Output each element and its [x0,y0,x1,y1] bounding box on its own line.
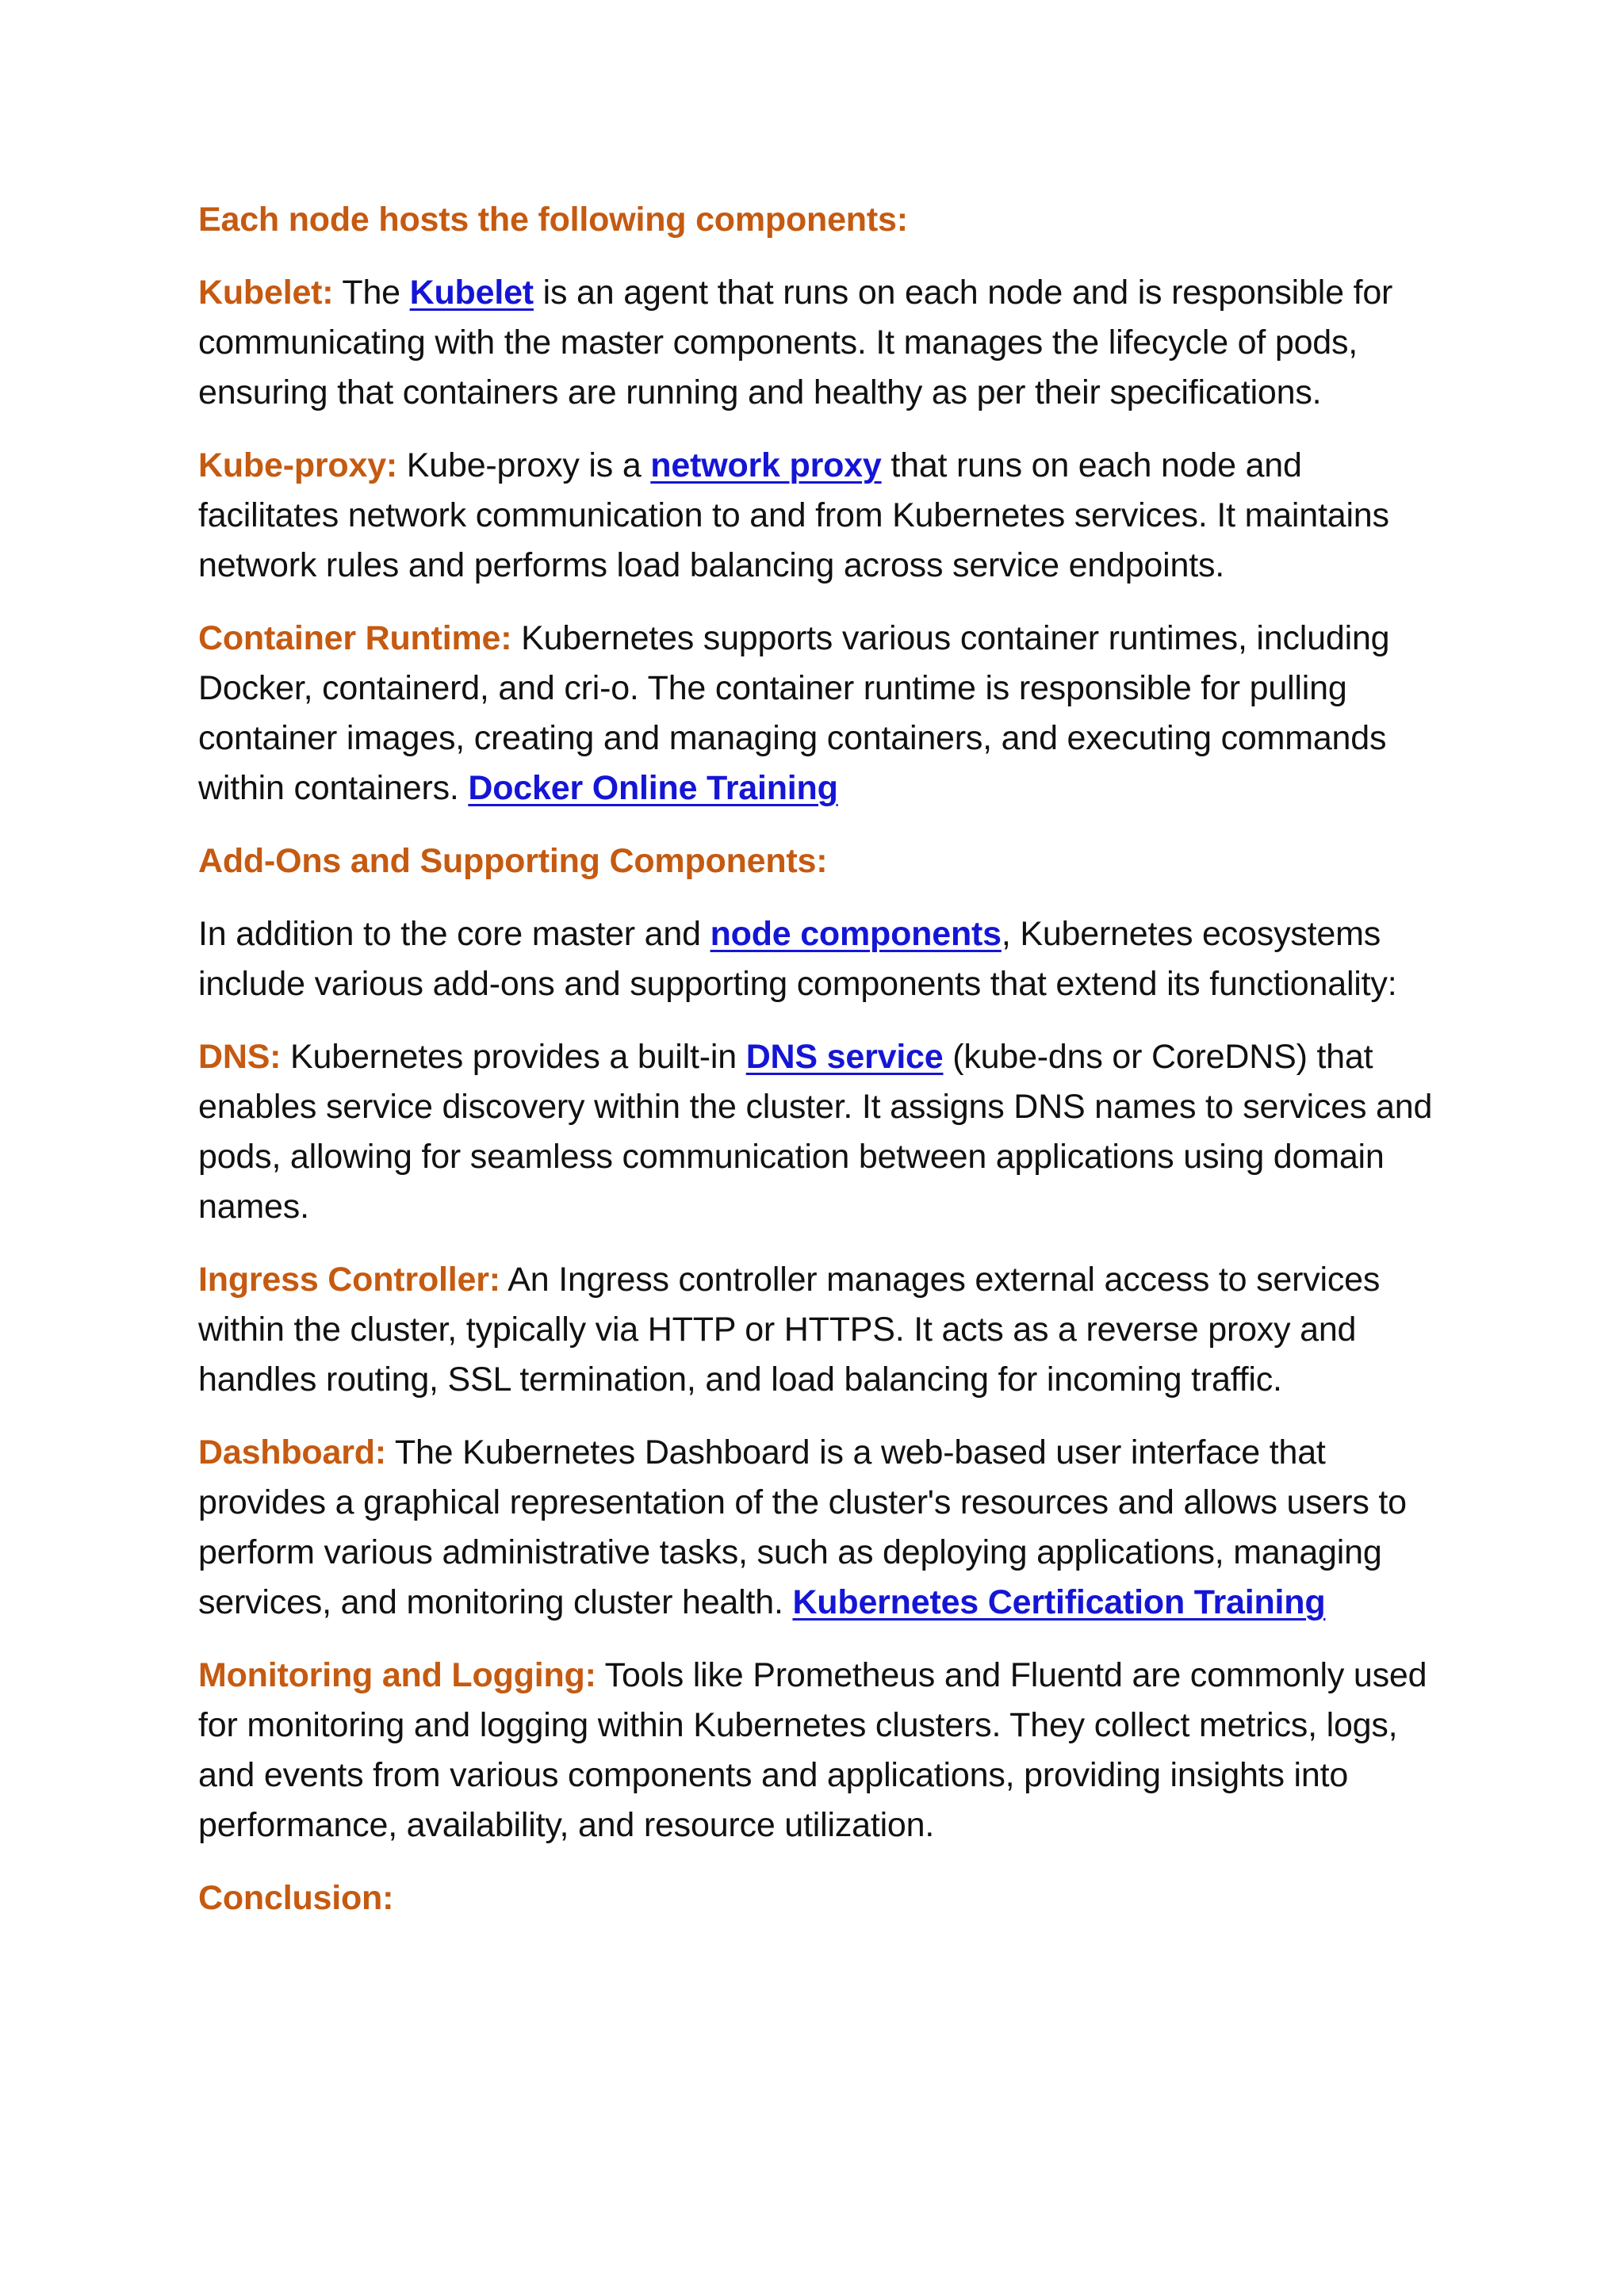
label-container-runtime: Container Runtime: [198,619,512,657]
heading-text: Conclusion: [198,1879,394,1917]
heading-text: Each node hosts the following components: [198,201,908,239]
label-kube-proxy: Kube-proxy: [198,446,398,484]
link-docker-online-training[interactable]: Docker Online Training [468,769,838,807]
text: Tools like Prometheus and Fluentd are commonly used for monitoring and logging within Kubernetes clusters. They collect metrics, logs, and events from various components and applications, providing insights into performance, availability, and resource utilization. [198,1656,1427,1844]
label-dashboard: Dashboard: [198,1433,386,1471]
document-page [198,195,1435,1946]
text: (kube-dns or CoreDNS) that enables service discovery within the cluster. It assigns DNS names to services and pods, allowing for seamless communication between applications using domain names. [198,1038,1433,1226]
heading-addons [198,836,1435,886]
text: is an agent that runs on each node and is responsible for communicating with the master components. It manages the lifecycle of pods, ensuring that containers are running and healthy as per their specifications. [198,274,1393,411]
paragraph-dashboard [198,1428,1435,1628]
text: , Kubernetes ecosystems include various add-ons and supporting components that extend its functionality: [198,915,1397,1003]
paragraph-monitoring [198,1651,1435,1850]
text: The [333,274,410,312]
text: Kube-proxy is a [397,446,651,484]
link-kubelet[interactable]: Kubelet [409,274,534,312]
link-kubernetes-certification-training[interactable]: Kubernetes Certification Training [792,1583,1326,1621]
paragraph-container-runtime [198,614,1435,813]
link-dns-service[interactable]: DNS service [745,1038,944,1076]
text: that runs on each node and facilitates network communication to and from Kubernetes services. It maintains network rules and performs load balancing across service endpoints. [198,446,1389,584]
paragraph-addons-intro [198,909,1435,1009]
text: In addition to the core master and [198,915,710,953]
text: Kubernetes supports various container runtimes, including Docker, containerd, and cri-o. The container runtime is responsible for pulling container images, creating and managing containers, and executing commands within containers. [198,619,1390,807]
link-node-components[interactable]: node components [710,915,1002,953]
paragraph-kubelet [198,268,1435,418]
label-dns: DNS: [198,1038,282,1076]
heading-node-components [198,195,1435,245]
text: Kubernetes provides a built-in [281,1038,746,1076]
paragraph-dns [198,1032,1435,1232]
heading-text: Add-Ons and Supporting Components: [198,842,828,880]
text: The Kubernetes Dashboard is a web-based user interface that provides a graphical representation of the cluster's resources and allows users to perform various administrative tasks, such as deploying applications, managing services, and monitoring cluster health. [198,1433,1407,1621]
link-network-proxy[interactable]: network proxy [650,446,882,484]
heading-conclusion [198,1873,1435,1923]
label-kubelet: Kubelet: [198,274,334,312]
paragraph-ingress [198,1255,1435,1405]
label-ingress-controller: Ingress Controller: [198,1261,500,1299]
text: An Ingress controller manages external access to services within the cluster, typically via HTTP or HTTPS. It acts as a reverse proxy and handles routing, SSL termination, and load balancing for incoming traffic. [198,1261,1381,1399]
label-monitoring-logging: Monitoring and Logging: [198,1656,596,1694]
paragraph-kube-proxy [198,441,1435,591]
